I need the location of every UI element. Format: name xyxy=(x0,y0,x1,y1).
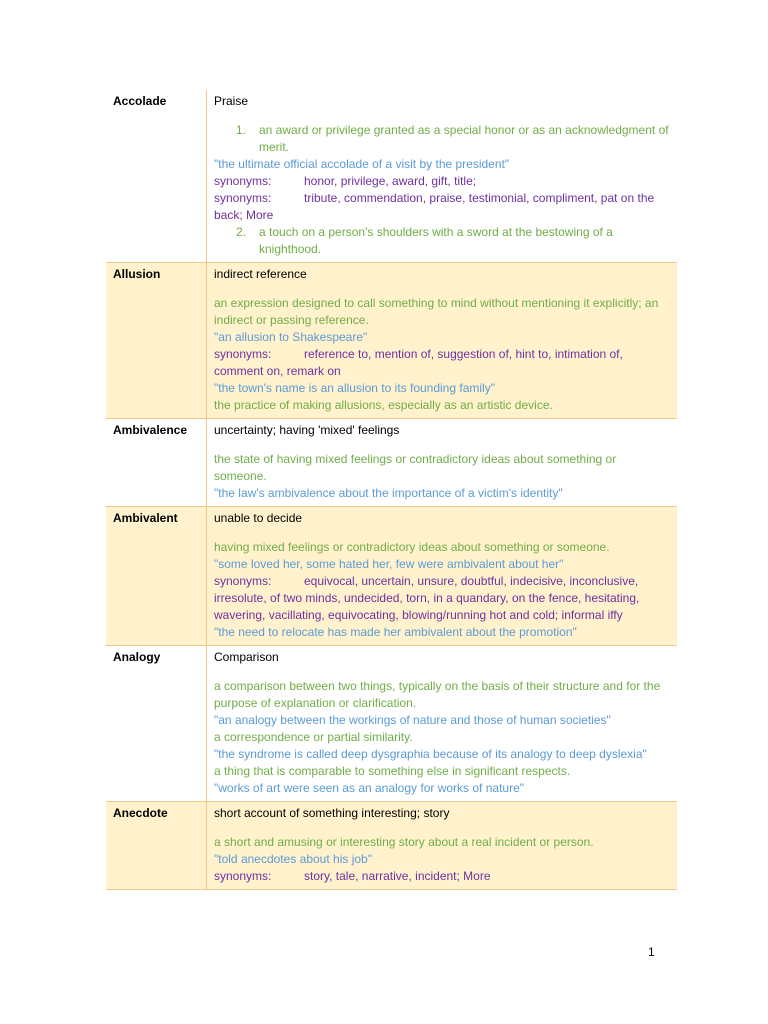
definition-text: an expression designed to call something to mind without mentioning it explicitly; an indirect or passing reference. xyxy=(214,296,659,327)
definition-text: a touch on a person's shoulders with a sword at the bestowing of a knighthood. xyxy=(259,225,613,256)
vocabulary-table xyxy=(106,90,677,890)
numbered-definition xyxy=(214,224,672,258)
list-number: 2. xyxy=(236,225,247,239)
example-sentence: "the town's name is an allusion to its founding family" xyxy=(214,381,495,395)
example-sentence: "the ultimate official accolade of a visit by the president" xyxy=(214,157,510,171)
term-cell: Anecdote xyxy=(106,802,207,889)
short-meaning: indirect reference xyxy=(214,267,307,281)
table-row xyxy=(106,646,677,802)
synonyms-label: synonyms: xyxy=(214,174,272,188)
table-row xyxy=(106,90,677,263)
synonyms-label: synonyms: xyxy=(214,347,272,361)
table-row xyxy=(106,419,677,507)
term-cell: Allusion xyxy=(106,263,207,418)
list-number: 1. xyxy=(236,123,247,137)
short-meaning: Praise xyxy=(214,94,249,108)
definition-cell xyxy=(207,90,677,262)
table-row xyxy=(106,263,677,419)
definition-text: the practice of making allusions, especially as an artistic device. xyxy=(214,398,553,412)
term-cell: Analogy xyxy=(106,646,207,801)
short-meaning: uncertainty; having 'mixed' feelings xyxy=(214,423,400,437)
example-sentence: "told anecdotes about his job" xyxy=(214,852,372,866)
synonyms-label: synonyms: xyxy=(214,869,272,883)
definition-text: an award or privilege granted as a special honor or as an acknowledgment of merit. xyxy=(259,123,669,154)
definition-text: a thing that is comparable to something else in significant respects. xyxy=(214,764,571,778)
synonyms-line xyxy=(214,573,672,624)
term-cell: Ambivalent xyxy=(106,507,207,645)
synonyms-text: honor, privilege, award, gift, title; xyxy=(304,174,477,188)
short-meaning: Comparison xyxy=(214,650,279,664)
definition-cell xyxy=(207,419,677,506)
definition-cell xyxy=(207,646,677,801)
synonyms-text: equivocal, uncertain, unsure, doubtful, indecisive, inconclusive, irresolute, of two minds, undecided, torn, in a quandary, on the fence, hesitating, wavering, vacillating, equivocating, blowing/running hot and cold; informal iffy xyxy=(214,574,640,622)
example-sentence: "the syndrome is called deep dysgraphia because of its analogy to deep dyslexia" xyxy=(214,747,647,761)
definition-cell xyxy=(207,263,677,418)
short-meaning: short account of something interesting; story xyxy=(214,806,450,820)
synonyms-line xyxy=(214,868,672,885)
definition-text: a short and amusing or interesting story about a real incident or person. xyxy=(214,835,594,849)
definition-text: a correspondence or partial similarity. xyxy=(214,730,413,744)
synonyms-line xyxy=(214,190,672,224)
definition-text: a comparison between two things, typically on the basis of their structure and for the purpose of explanation or clarification. xyxy=(214,679,661,710)
short-meaning: unable to decide xyxy=(214,511,303,525)
synonyms-text: story, tale, narrative, incident; More xyxy=(304,869,491,883)
table-row xyxy=(106,802,677,890)
synonyms-label: synonyms: xyxy=(214,574,272,588)
page-number: 1 xyxy=(648,945,655,959)
example-sentence: "works of art were seen as an analogy for works of nature" xyxy=(214,781,525,795)
example-sentence: "the need to relocate has made her ambivalent about the promotion" xyxy=(214,625,577,639)
example-sentence: "some loved her, some hated her, few were ambivalent about her" xyxy=(214,557,564,571)
definition-cell xyxy=(207,802,677,889)
synonyms-text: tribute, commendation, praise, testimonial, compliment, pat on the back; More xyxy=(214,191,655,222)
example-sentence: "an analogy between the workings of nature and those of human societies" xyxy=(214,713,611,727)
term-cell: Accolade xyxy=(106,90,207,262)
definition-cell xyxy=(207,507,677,645)
synonyms-line xyxy=(214,346,672,380)
synonyms-line xyxy=(214,173,672,190)
definition-text: the state of having mixed feelings or contradictory ideas about something or someone. xyxy=(214,452,617,483)
numbered-definition xyxy=(214,122,672,156)
example-sentence: "the law's ambivalence about the importance of a victim's identity" xyxy=(214,486,563,500)
synonyms-text: reference to, mention of, suggestion of, hint to, intimation of, comment on, remark on xyxy=(214,347,623,378)
table-row xyxy=(106,507,677,646)
example-sentence: "an allusion to Shakespeare" xyxy=(214,330,368,344)
definition-text: having mixed feelings or contradictory ideas about something or someone. xyxy=(214,540,610,554)
synonyms-label: synonyms: xyxy=(214,191,272,205)
term-cell: Ambivalence xyxy=(106,419,207,506)
